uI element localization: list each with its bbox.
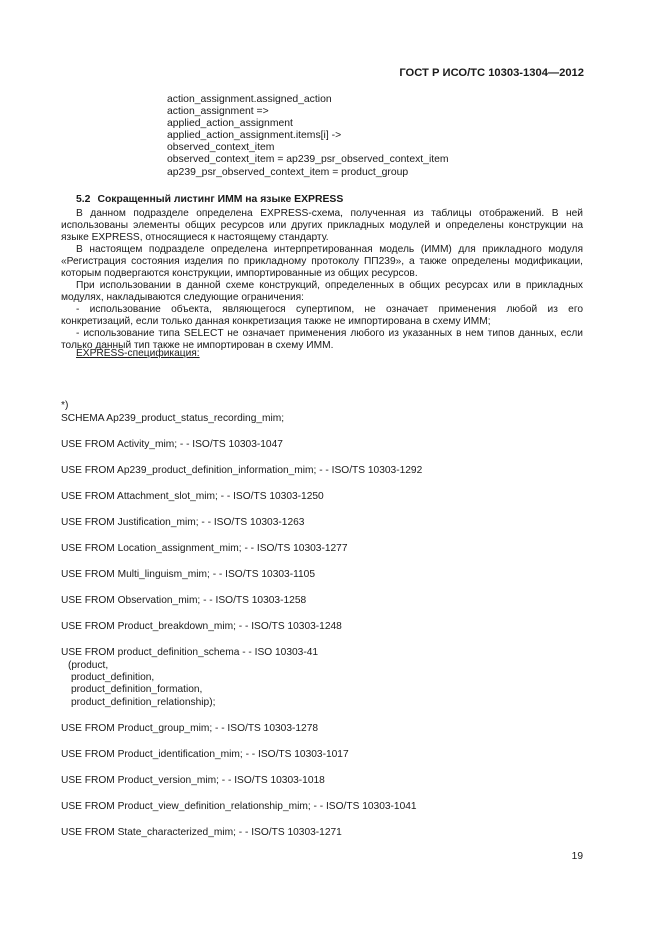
paragraph: В настоящем подразделе определена интерпретированная модель (ИММ) для прикладного модуля «Регистрация состояния изделия по прикладному протоколу ПП239», а также определены модификации, которым подвергаются конструкции, импортированные из общих ресурсов. <box>61 244 583 279</box>
paragraph: При использовании в данной схеме конструкций, определенных в общих ресурсах или в прикладных модулях, накладываются следующие ограничения: <box>61 280 583 303</box>
mapping-path-block <box>167 94 449 179</box>
code-line: USE FROM Product_breakdown_mim; - - ISO/TS 10303-1248 <box>61 621 342 632</box>
mapping-line: applied_action_assignment <box>167 118 293 130</box>
code-line: USE FROM State_characterized_mim; - - ISO/TS 10303-1271 <box>61 827 342 838</box>
restriction-item: - использование объекта, являющегося супертипом, не означает применения любой из его конкретизаций, если только данная конкретизация также не импортирована в схему ИММ; <box>61 304 583 327</box>
code-line: product_definition, <box>71 672 155 683</box>
mapping-line: observed_context_item <box>167 142 275 154</box>
code-line: *) <box>61 400 69 411</box>
mapping-line: applied_action_assignment.items[i] -> <box>167 130 342 142</box>
mapping-line: action_assignment.assigned_action <box>167 94 332 105</box>
code-line: USE FROM Justification_mim; - - ISO/TS 10303-1263 <box>61 517 305 528</box>
section-number: 5.2 <box>76 194 91 205</box>
section-title: Сокращенный листинг ИММ на языке EXPRESS <box>97 194 344 205</box>
code-line: USE FROM Ap239_product_definition_information_mim; - - ISO/TS 10303-1292 <box>61 465 423 476</box>
code-line: USE FROM Product_group_mim; - - ISO/TS 10303-1278 <box>61 723 319 734</box>
mapping-line: observed_context_item = ap239_psr_observed_context_item <box>167 154 449 166</box>
page-number: 19 <box>571 851 583 862</box>
code-line: USE FROM product_definition_schema - - ISO 10303-41 <box>61 647 319 658</box>
mapping-line: ap239_psr_observed_context_item = product_group <box>167 166 409 178</box>
section-heading <box>76 194 343 205</box>
code-line: USE FROM Observation_mim; - - ISO/TS 10303-1258 <box>61 595 307 606</box>
code-line: USE FROM Attachment_slot_mim; - - ISO/TS 10303-1250 <box>61 491 324 502</box>
code-line: USE FROM Product_identification_mim; - - ISO/TS 10303-1017 <box>61 749 349 760</box>
mapping-line: action_assignment => <box>167 106 269 118</box>
paragraph: В данном подразделе определена EXPRESS-схема, полученная из таблицы отображений. В ней использованы элементы общих ресурсов или других прикладных модулей и определены конструкции на языке EXPRESS, относящиеся к настоящему стандарту. <box>61 208 583 243</box>
express-spec-link[interactable]: EXPRESS-спецификация: <box>76 348 200 359</box>
standard-header: ГОСТ Р ИСО/ТС 10303-1304—2012 <box>399 67 584 79</box>
section-body <box>61 208 583 352</box>
code-line: USE FROM Location_assignment_mim; - - ISO/TS 10303-1277 <box>61 543 348 554</box>
code-line: USE FROM Activity_mim; - - ISO/TS 10303-1047 <box>61 439 283 450</box>
code-line: (product, <box>68 660 109 671</box>
code-line: USE FROM Multi_linguism_mim; - - ISO/TS 10303-1105 <box>61 569 316 580</box>
code-line: product_definition_relationship); <box>71 697 216 708</box>
restriction-item: - использование типа SELECT не означает применения любого из указанных в нем типов данных, если только данный тип также не импортирован в схему ИММ. <box>61 328 583 351</box>
code-line: product_definition_formation, <box>71 684 203 695</box>
code-line: SCHEMA Ap239_product_status_recording_mim; <box>61 413 285 424</box>
code-line: USE FROM Product_version_mim; - - ISO/TS 10303-1018 <box>61 775 325 786</box>
code-line: USE FROM Product_view_definition_relationship_mim; - - ISO/TS 10303-1041 <box>61 801 417 812</box>
